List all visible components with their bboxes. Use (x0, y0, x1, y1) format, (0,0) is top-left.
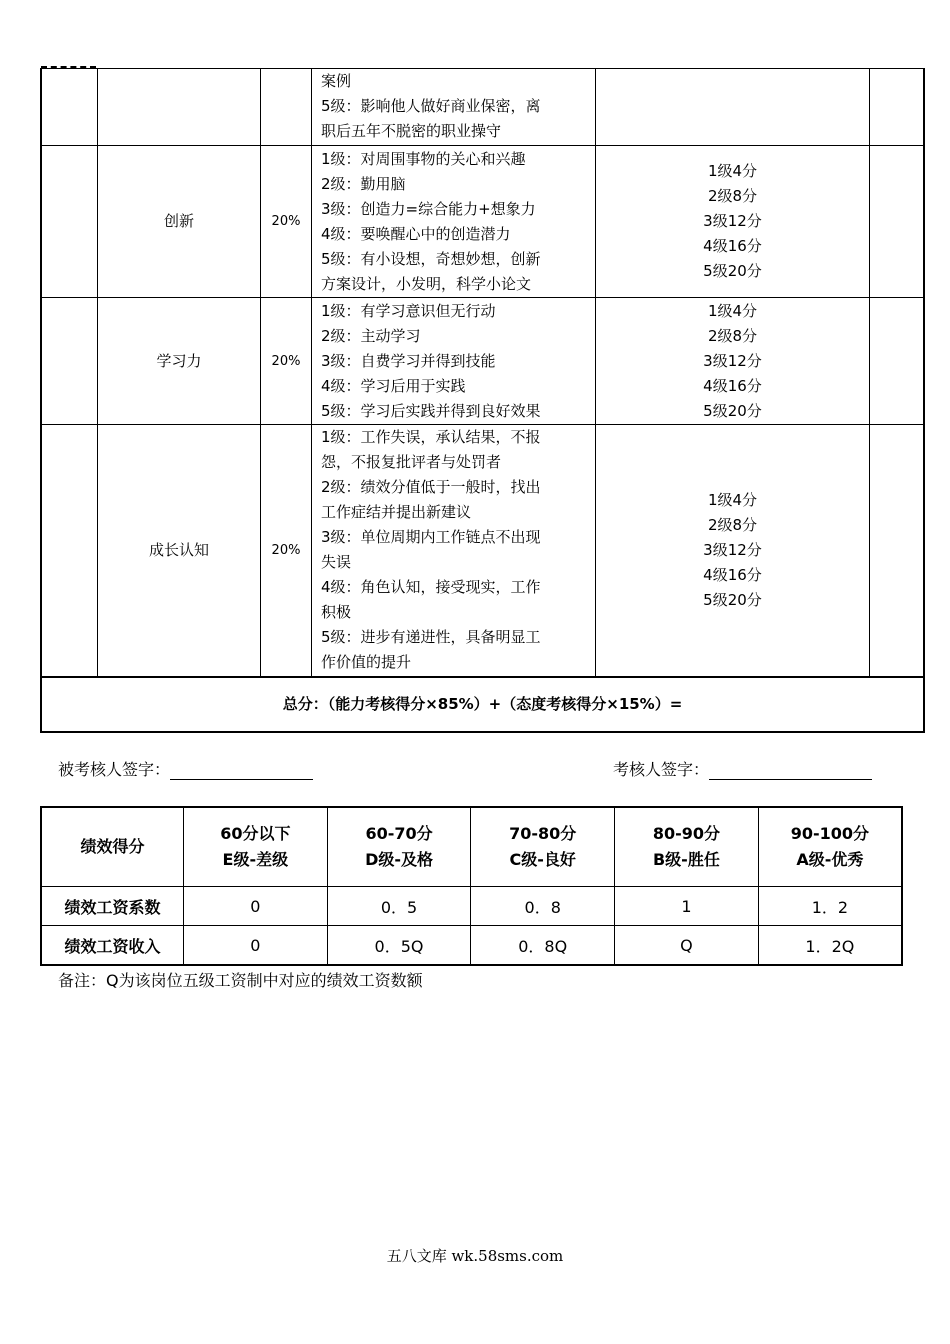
weight-cell: 20% (261, 146, 312, 298)
level-line: 5级：有小设想，奇想妙想，创新 (321, 249, 541, 268)
level-line: 4级：角色认知，接受现实，工作 (321, 578, 541, 597)
grade-header-cell (184, 807, 328, 887)
category-cell (41, 425, 98, 677)
score-cell (596, 425, 870, 677)
total-formula: 总分：（能力考核得分×85%）+（态度考核得分×15%）= (41, 677, 924, 732)
score-line: 2级8分 (707, 187, 758, 205)
score-line: 2级8分 (707, 326, 758, 345)
assessee-signature-label: 被考核人签字： (58, 760, 171, 779)
grade-range: 90-100分 (790, 824, 870, 843)
level-line: 怨，不报复批评者与处罚者 (321, 453, 502, 472)
level-description-cell (312, 69, 596, 146)
level-line: 1级：对周围事物的关心和兴趣 (321, 149, 526, 168)
grade-level: A级-优秀 (796, 850, 864, 869)
score-line: 4级16分 (703, 237, 762, 255)
score-cell (596, 298, 870, 425)
table-cell: 1 (615, 887, 759, 926)
level-line: 失误 (321, 553, 352, 572)
item-cell: 成长认知 (98, 425, 261, 677)
score-line: 3级12分 (703, 540, 762, 559)
level-line: 职后五年不脱密的职业操守 (321, 122, 502, 140)
remark-note: 备注：Q为该岗位五级工资制中对应的绩效工资数额 (58, 971, 423, 990)
grade-level: C级-良好 (509, 850, 576, 869)
weight-cell: 20% (261, 298, 312, 425)
table-cell: 1．2Q (758, 926, 902, 966)
row-label: 绩效工资系数 (41, 887, 184, 926)
table-cell: 0 (184, 887, 328, 926)
assessor-signature-line[interactable] (709, 761, 872, 780)
score-line: 3级12分 (703, 212, 762, 230)
table-cell: Q (615, 926, 759, 966)
grade-header-cell (615, 807, 759, 887)
item-cell (98, 69, 261, 146)
score-line: 1级4分 (707, 490, 758, 509)
level-line: 5级：进步有递进性，具备明显工 (321, 628, 541, 647)
level-description-cell (312, 298, 596, 425)
footer-watermark: 五八文库 wk.58sms.com (386, 1247, 564, 1265)
continued-row (41, 69, 924, 146)
assessment-table (40, 68, 925, 733)
score-line: 1级4分 (707, 301, 758, 320)
assessment-row-learning (41, 298, 924, 425)
table-cell: 0．8Q (471, 926, 615, 966)
level-line: 1级：工作失误，承认结果，不报 (321, 428, 541, 447)
row-label: 绩效工资收入 (41, 926, 184, 966)
table-cell: 1．2 (758, 887, 902, 926)
grade-range: 60分以下 (220, 824, 291, 843)
table-cell: 0．5 (327, 887, 471, 926)
grade-range: 80-90分 (652, 824, 720, 843)
actual-score-cell (870, 69, 925, 146)
score-cell (596, 69, 870, 146)
level-line: 5级：影响他人做好商业保密，离 (321, 97, 541, 115)
income-row (41, 926, 902, 966)
item-cell: 创新 (98, 146, 261, 298)
level-line: 作价值的提升 (321, 653, 412, 672)
score-line: 2级8分 (707, 515, 758, 534)
level-line: 3级：创造力=综合能力+想象力 (321, 199, 536, 218)
level-line: 工作症结并提出新建议 (321, 503, 472, 522)
grade-level: D级-及格 (365, 850, 433, 869)
actual-score-cell (870, 146, 925, 298)
actual-score-cell (870, 425, 925, 677)
score-line: 5级20分 (703, 262, 762, 280)
level-line: 2级：勤用脑 (321, 174, 406, 193)
assessment-row-innovation (41, 146, 924, 298)
level-line: 2级：主动学习 (321, 326, 421, 345)
weight-cell (261, 69, 312, 146)
grade-level: B级-胜任 (652, 850, 720, 869)
grade-range: 60-70分 (365, 824, 433, 843)
level-line: 3级：自费学习并得到技能 (321, 351, 496, 370)
assessor-signature (613, 757, 872, 780)
level-description-cell (312, 146, 596, 298)
actual-score-cell (870, 298, 925, 425)
grade-level: E级-差级 (222, 850, 289, 869)
level-line: 5级：学习后实践并得到良好效果 (321, 401, 541, 420)
assessee-signature-line[interactable] (170, 761, 313, 780)
score-line: 5级20分 (703, 590, 762, 609)
grade-header-cell (327, 807, 471, 887)
table-cell: 0 (184, 926, 328, 966)
coefficient-row (41, 887, 902, 926)
category-cell (41, 69, 98, 146)
level-line: 2级：绩效分值低于一般时，找出 (321, 478, 541, 497)
score-cell (596, 146, 870, 298)
grade-header-cell (758, 807, 902, 887)
total-row (41, 677, 924, 732)
score-line: 4级16分 (703, 376, 762, 395)
grade-header-row (41, 807, 902, 887)
grade-header-label: 绩效得分 (41, 807, 184, 887)
item-cell: 学习力 (98, 298, 261, 425)
level-line: 案例 (321, 72, 352, 90)
score-line: 1级4分 (707, 162, 758, 180)
level-line: 方案设计，小发明，科学小论文 (321, 274, 532, 293)
level-line: 4级：要唤醒心中的创造潜力 (321, 224, 511, 243)
assessment-row-growth (41, 425, 924, 677)
table-cell: 0．8 (471, 887, 615, 926)
grade-header-cell (471, 807, 615, 887)
weight-cell: 20% (261, 425, 312, 677)
grade-range: 70-80分 (509, 824, 577, 843)
category-cell (41, 298, 98, 425)
assessee-signature (58, 757, 313, 780)
score-line: 5级20分 (703, 401, 762, 420)
level-description-cell (312, 425, 596, 677)
table-cell: 0．5Q (327, 926, 471, 966)
assessor-signature-label: 考核人签字： (613, 760, 710, 779)
category-cell (41, 146, 98, 298)
level-line: 积极 (321, 603, 352, 622)
level-line: 4级：学习后用于实践 (321, 376, 466, 395)
grade-table (40, 806, 903, 966)
score-line: 3级12分 (703, 351, 762, 370)
score-line: 4级16分 (703, 565, 762, 584)
level-line: 3级：单位周期内工作链点不出现 (321, 528, 541, 547)
level-line: 1级：有学习意识但无行动 (321, 301, 496, 320)
